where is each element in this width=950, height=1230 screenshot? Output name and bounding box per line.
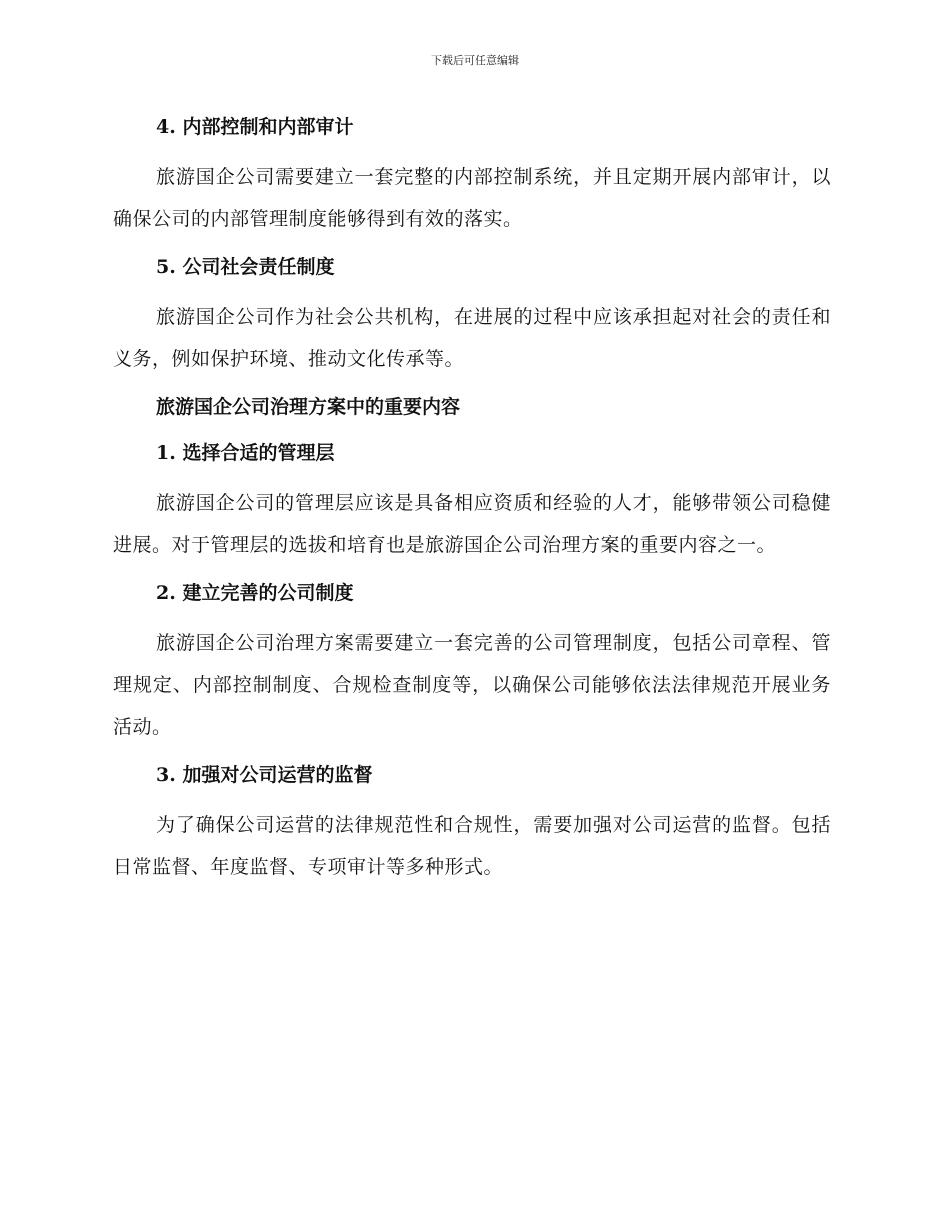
section-paragraph-supervision: 为了确保公司运营的法律规范性和合规性，需要加强对公司运营的监督。包括日常监督、年度监督、专项审计等多种形式。	[113, 814, 831, 878]
section-heading-company-system: 2. 建立完善的公司制度	[156, 582, 354, 604]
section-heading-internal-control: 4. 内部控制和内部审计	[156, 116, 354, 138]
section-paragraph-social-responsibility: 旅游国企公司作为社会公共机构，在进展的过程中应该承担起对社会的责任和义务，例如保护环境、推动文化传承等。	[113, 306, 831, 370]
document-body	[113, 110, 831, 898]
section-heading-social-responsibility: 5. 公司社会责任制度	[156, 256, 335, 278]
page-header-note: 下载后可任意编辑	[431, 54, 519, 67]
section-heading-supervision: 3. 加强对公司运营的监督	[156, 764, 373, 786]
section-heading-management: 1. 选择合适的管理层	[156, 442, 335, 464]
section-paragraph-company-system: 旅游国企公司治理方案需要建立一套完善的公司管理制度，包括公司章程、管理规定、内部控制制度、合规检查制度等，以确保公司能够依法法律规范开展业务活动。	[113, 632, 831, 738]
section-paragraph-internal-control: 旅游国企公司需要建立一套完整的内部控制系统，并且定期开展内部审计，以确保公司的内部管理制度能够得到有效的落实。	[113, 166, 831, 230]
section-paragraph-management: 旅游国企公司的管理层应该是具备相应资质和经验的人才，能够带领公司稳健进展。对于管理层的选拔和培育也是旅游国企公司治理方案的重要内容之一。	[113, 492, 831, 556]
section-heading-key-contents: 旅游国企公司治理方案中的重要内容	[156, 396, 461, 418]
